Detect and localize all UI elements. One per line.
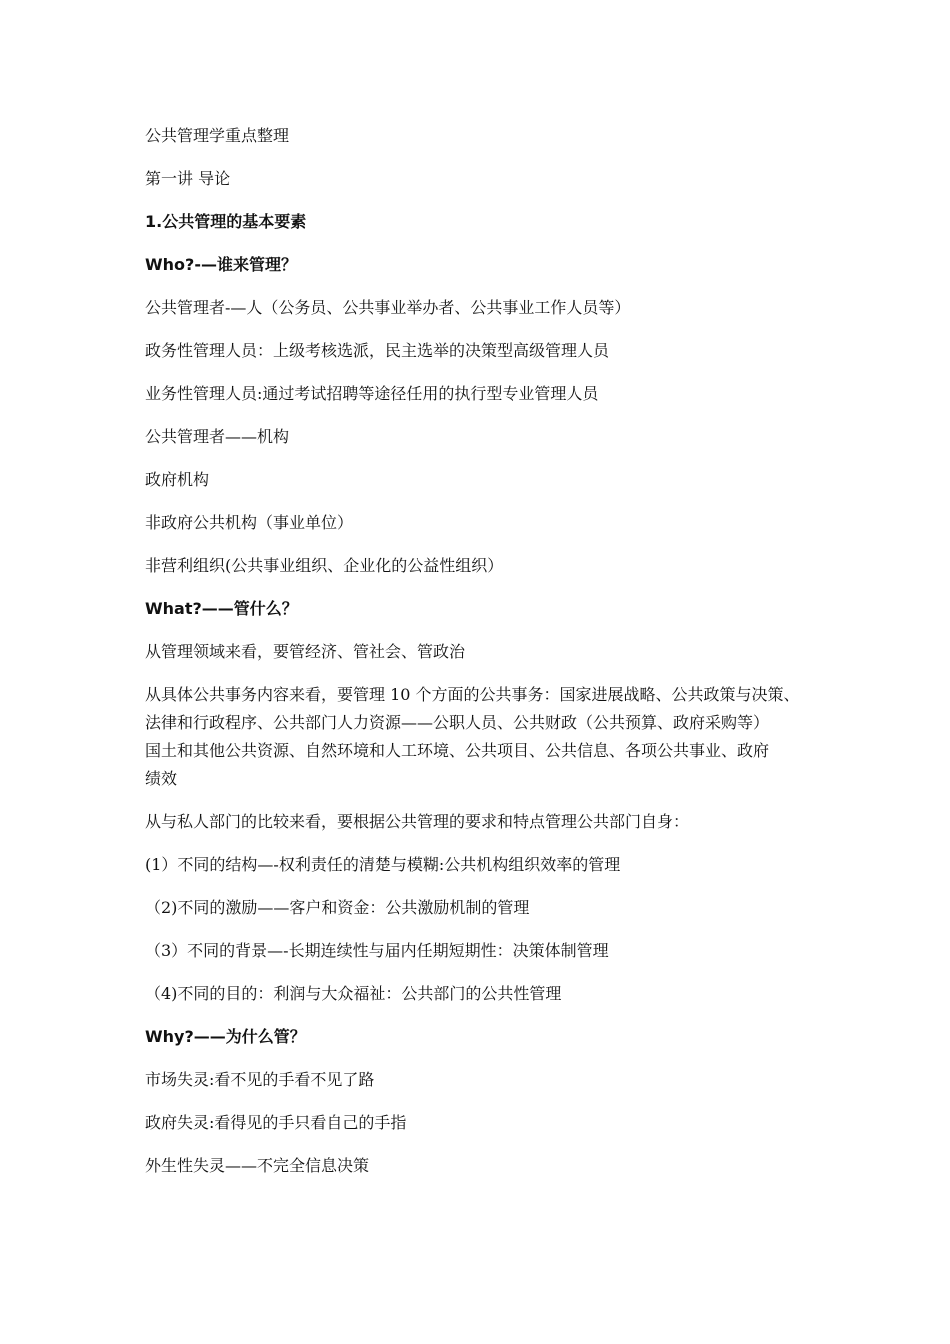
who-line: 业务性管理人员:通过考试招聘等途径任用的执行型专业管理人员	[145, 384, 599, 403]
what-list-item: （3）不同的背景—-长期连续性与届内任期短期性：决策体制管理	[145, 941, 609, 960]
who-line: 非政府公共机构（事业单位）	[145, 513, 354, 532]
lecture-title: 第一讲 导论	[145, 169, 231, 188]
what-list-item: （4)不同的目的：利润与大众福祉：公共部门的公共性管理	[145, 984, 562, 1003]
what-paragraph-line: 法律和行政程序、公共部门人力资源——公职人员、公共财政（公共预算、政府采购等）	[145, 713, 770, 732]
who-heading: Who?-—谁来管理？	[145, 255, 297, 274]
what-line: 从管理领域来看，要管经济、管社会、管政治	[145, 642, 466, 661]
what-paragraph-line: 从具体公共事务内容来看，要管理 10 个方面的公共事务：国家进展战略、公共政策与决策、	[145, 685, 800, 704]
document-body	[145, 122, 835, 1195]
why-line: 外生性失灵——不完全信息决策	[145, 1156, 370, 1175]
why-line: 市场失灵:看不见的手看不见了路	[145, 1070, 375, 1089]
who-line: 政务性管理人员：上级考核选派，民主选举的决策型高级管理人员	[145, 341, 610, 360]
document-title: 公共管理学重点整理	[145, 126, 290, 145]
what-line: 从与私人部门的比较来看，要根据公共管理的要求和特点管理公共部门自身：	[145, 812, 690, 831]
what-paragraph	[145, 681, 835, 793]
what-paragraph-line: 绩效	[145, 769, 178, 788]
why-line: 政府失灵:看得见的手只看自己的手指	[145, 1113, 407, 1132]
why-heading: Why?——为什么管？	[145, 1027, 306, 1046]
what-heading: What?——管什么？	[145, 599, 298, 618]
section-heading: 1.公共管理的基本要素	[145, 212, 307, 231]
who-line: 政府机构	[145, 470, 210, 489]
what-list-item: （2)不同的激励——客户和资金：公共激励机制的管理	[145, 898, 530, 917]
who-line: 非营利组织(公共事业组织、企业化的公益性组织）	[145, 556, 504, 575]
who-line: 公共管理者-—人（公务员、公共事业举办者、公共事业工作人员等）	[145, 298, 631, 317]
what-list-item: (1）不同的结构—-权利责任的清楚与模糊:公共机构组织效率的管理	[145, 855, 621, 874]
what-paragraph-line: 国土和其他公共资源、自然环境和人工环境、公共项目、公共信息、各项公共事业、政府	[145, 741, 770, 760]
who-line: 公共管理者——机构	[145, 427, 290, 446]
